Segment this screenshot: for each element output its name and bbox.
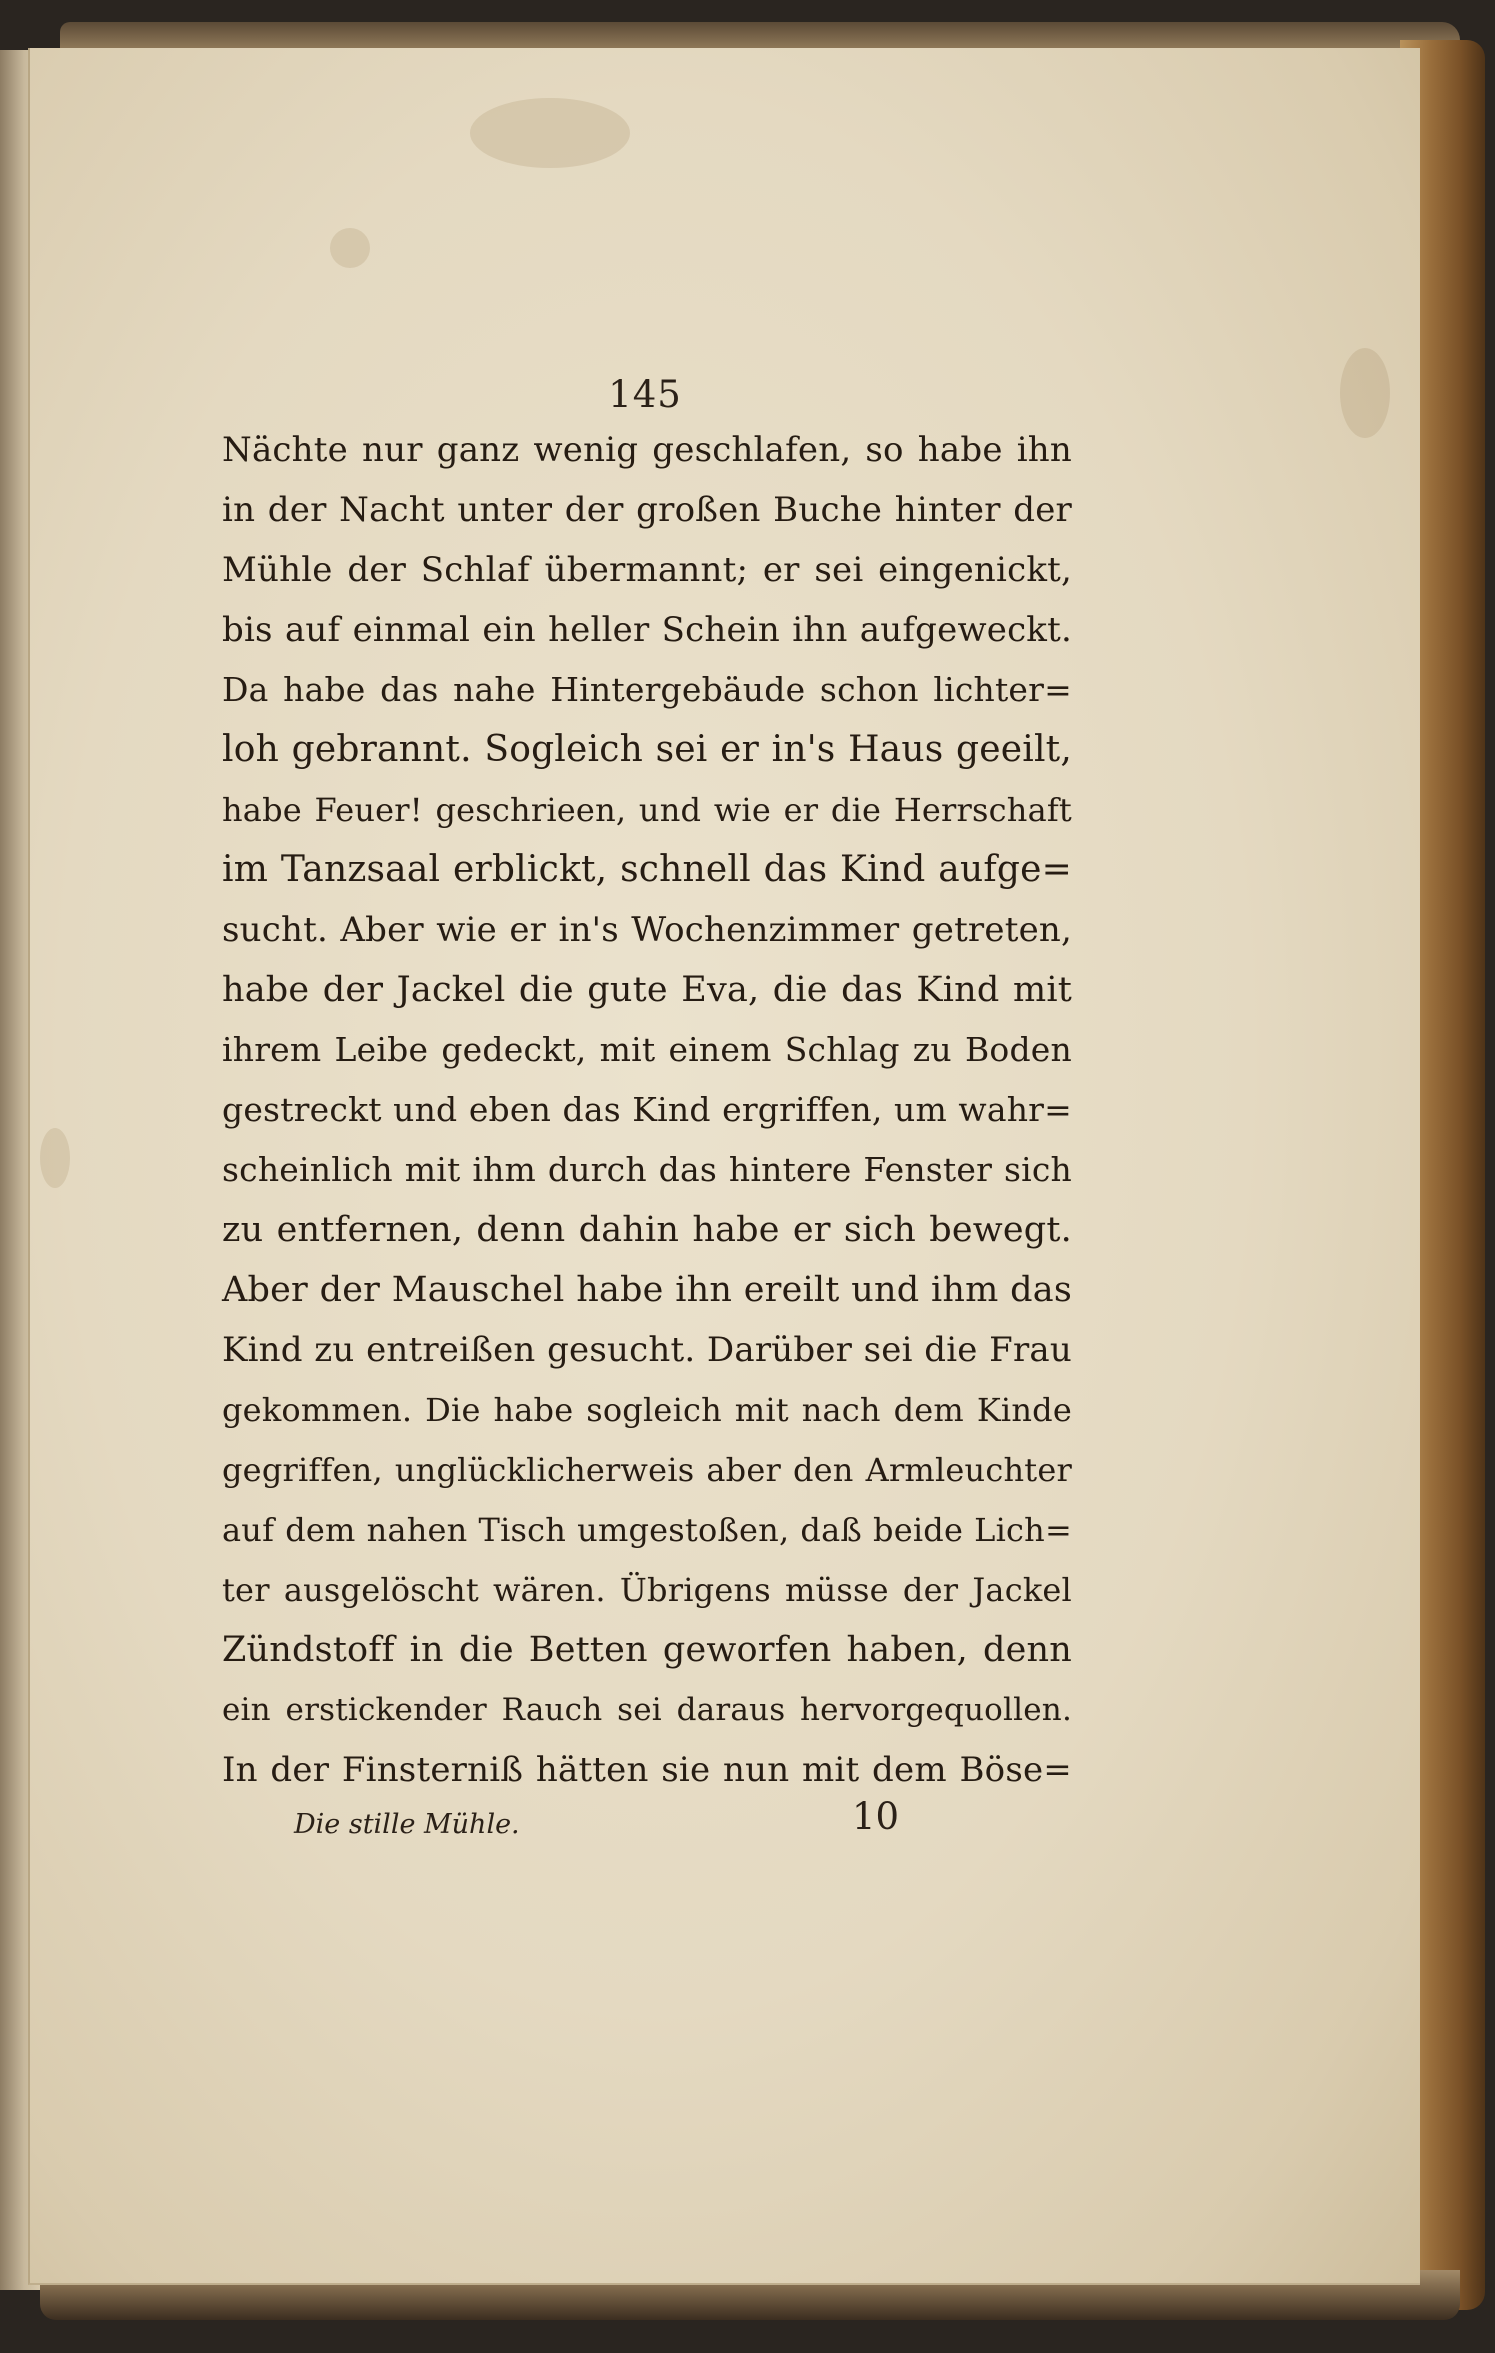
- text-line: ter ausgelöscht wären. Übrigens müsse der Jackel: [222, 1571, 1072, 1609]
- text-line: Mühle der Schlaf übermannt; er sei eingenickt,: [222, 550, 1072, 590]
- text-line: habe der Jackel die gute Eva, die das Kind mit: [222, 970, 1072, 1010]
- text-line: habe Feuer! geschrieen, und wie er die Herrschaft: [222, 791, 1072, 829]
- page-stain: [1340, 348, 1390, 438]
- text-line: Da habe das nahe Hintergebäude schon lichter=: [222, 670, 1072, 709]
- text-line: Nächte nur ganz wenig geschlafen, so habe ihn: [222, 430, 1072, 470]
- body-text: [222, 420, 1072, 1800]
- text-line: im Tanzsaal erblickt, schnell das Kind aufge=: [222, 849, 1072, 890]
- page-footer: [222, 1795, 1072, 1845]
- page-number: 145: [608, 373, 682, 416]
- text-line: gegriffen, unglücklicherweis aber den Armleuchter: [222, 1451, 1072, 1489]
- text-line: auf dem nahen Tisch umgestoßen, daß beide Lich=: [222, 1511, 1072, 1549]
- footer-signature: Die stille Mühle.: [294, 1809, 520, 1840]
- text-line: scheinlich mit ihm durch das hintere Fenster sich: [222, 1150, 1072, 1189]
- text-line: Zündstoff in die Betten geworfen haben, denn: [222, 1630, 1072, 1670]
- text-line: loh gebrannt. Sogleich sei er in's Haus geeilt,: [222, 729, 1072, 770]
- text-line: in der Nacht unter der großen Buche hinter der: [222, 490, 1072, 530]
- text-line: In der Finsterniß hätten sie nun mit dem Böse=: [222, 1750, 1072, 1790]
- text-line: Aber der Mauschel habe ihn ereilt und ihm das: [222, 1270, 1072, 1310]
- text-line: sucht. Aber wie er in's Wochenzimmer getreten,: [222, 910, 1072, 950]
- text-line: gestreckt und eben das Kind ergriffen, um wahr=: [222, 1090, 1072, 1129]
- page-stain: [470, 98, 630, 168]
- page-stain: [40, 1128, 70, 1188]
- text-line: ihrem Leibe gedeckt, mit einem Schlag zu Boden: [222, 1030, 1072, 1069]
- text-line: zu entfernen, denn dahin habe er sich bewegt.: [222, 1210, 1072, 1250]
- page-stain: [330, 228, 370, 268]
- text-line: Kind zu entreißen gesucht. Darüber sei die Frau: [222, 1330, 1072, 1370]
- text-line: bis auf einmal ein heller Schein ihn aufgeweckt.: [222, 610, 1072, 650]
- text-line: gekommen. Die habe sogleich mit nach dem Kinde: [222, 1391, 1072, 1429]
- footer-sheet-number: 10: [852, 1795, 900, 1838]
- text-line: ein erstickender Rauch sei daraus hervorgequollen.: [222, 1692, 1072, 1728]
